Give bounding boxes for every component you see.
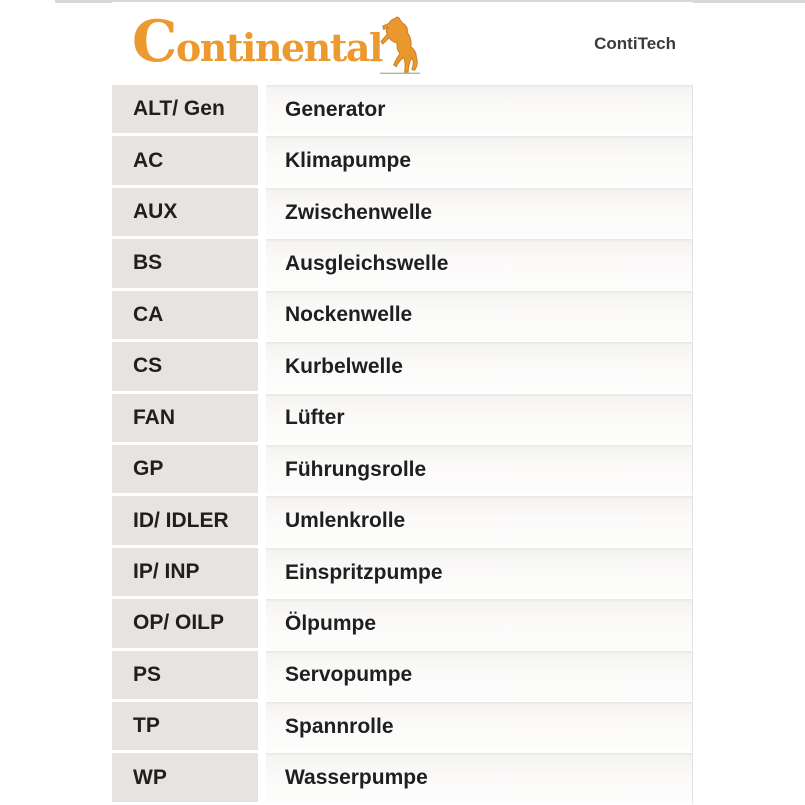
meaning-cell: Kurbelwelle bbox=[266, 342, 693, 393]
meaning-cell: Servopumpe bbox=[266, 651, 693, 702]
abbreviation-table bbox=[112, 85, 693, 805]
abbreviation-cell: WP bbox=[112, 753, 266, 804]
table-row bbox=[112, 136, 693, 187]
table-row bbox=[112, 394, 693, 445]
table-row bbox=[112, 702, 693, 753]
meaning-cell: Einspritzpumpe bbox=[266, 548, 693, 599]
abbreviation-cell: ID/ IDLER bbox=[112, 496, 266, 547]
meaning-cell: Umlenkrolle bbox=[266, 496, 693, 547]
abbreviation-cell: AC bbox=[112, 136, 266, 187]
abbreviation-cell: CS bbox=[112, 342, 266, 393]
meaning-cell: Klimapumpe bbox=[266, 136, 693, 187]
rearing-horse-icon bbox=[378, 16, 422, 74]
meaning-cell: Zwischenwelle bbox=[266, 188, 693, 239]
meaning-cell: Ölpumpe bbox=[266, 599, 693, 650]
abbreviation-cell: OP/ OILP bbox=[112, 599, 266, 650]
table-row bbox=[112, 753, 693, 804]
contitech-label: ContiTech bbox=[594, 33, 676, 53]
table-row bbox=[112, 188, 693, 239]
abbreviation-cell: BS bbox=[112, 239, 266, 290]
table-row bbox=[112, 548, 693, 599]
meaning-cell: Lüfter bbox=[266, 394, 693, 445]
table-row bbox=[112, 496, 693, 547]
abbreviation-cell: AUX bbox=[112, 188, 266, 239]
table-row bbox=[112, 85, 693, 136]
meaning-cell: Führungsrolle bbox=[266, 445, 693, 496]
meaning-cell: Spannrolle bbox=[266, 702, 693, 753]
abbreviation-cell: IP/ INP bbox=[112, 548, 266, 599]
meaning-cell: Nockenwelle bbox=[266, 291, 693, 342]
table-row bbox=[112, 239, 693, 290]
table-row bbox=[112, 445, 693, 496]
meaning-cell: Ausgleichswelle bbox=[266, 239, 693, 290]
legend-sheet bbox=[112, 2, 693, 805]
table-row bbox=[112, 651, 693, 702]
header bbox=[112, 2, 693, 85]
table-row bbox=[112, 291, 693, 342]
abbreviation-cell: ALT/ Gen bbox=[112, 85, 266, 136]
table-row bbox=[112, 599, 693, 650]
continental-logo bbox=[132, 7, 422, 75]
abbreviation-cell: FAN bbox=[112, 394, 266, 445]
abbreviation-cell: PS bbox=[112, 651, 266, 702]
meaning-cell: Generator bbox=[266, 85, 693, 136]
meaning-cell: Wasserpumpe bbox=[266, 753, 693, 804]
abbreviation-cell: TP bbox=[112, 702, 266, 753]
abbreviation-cell: GP bbox=[112, 445, 266, 496]
continental-wordmark: Continental bbox=[132, 7, 382, 75]
table-row bbox=[112, 342, 693, 393]
abbreviation-cell: CA bbox=[112, 291, 266, 342]
